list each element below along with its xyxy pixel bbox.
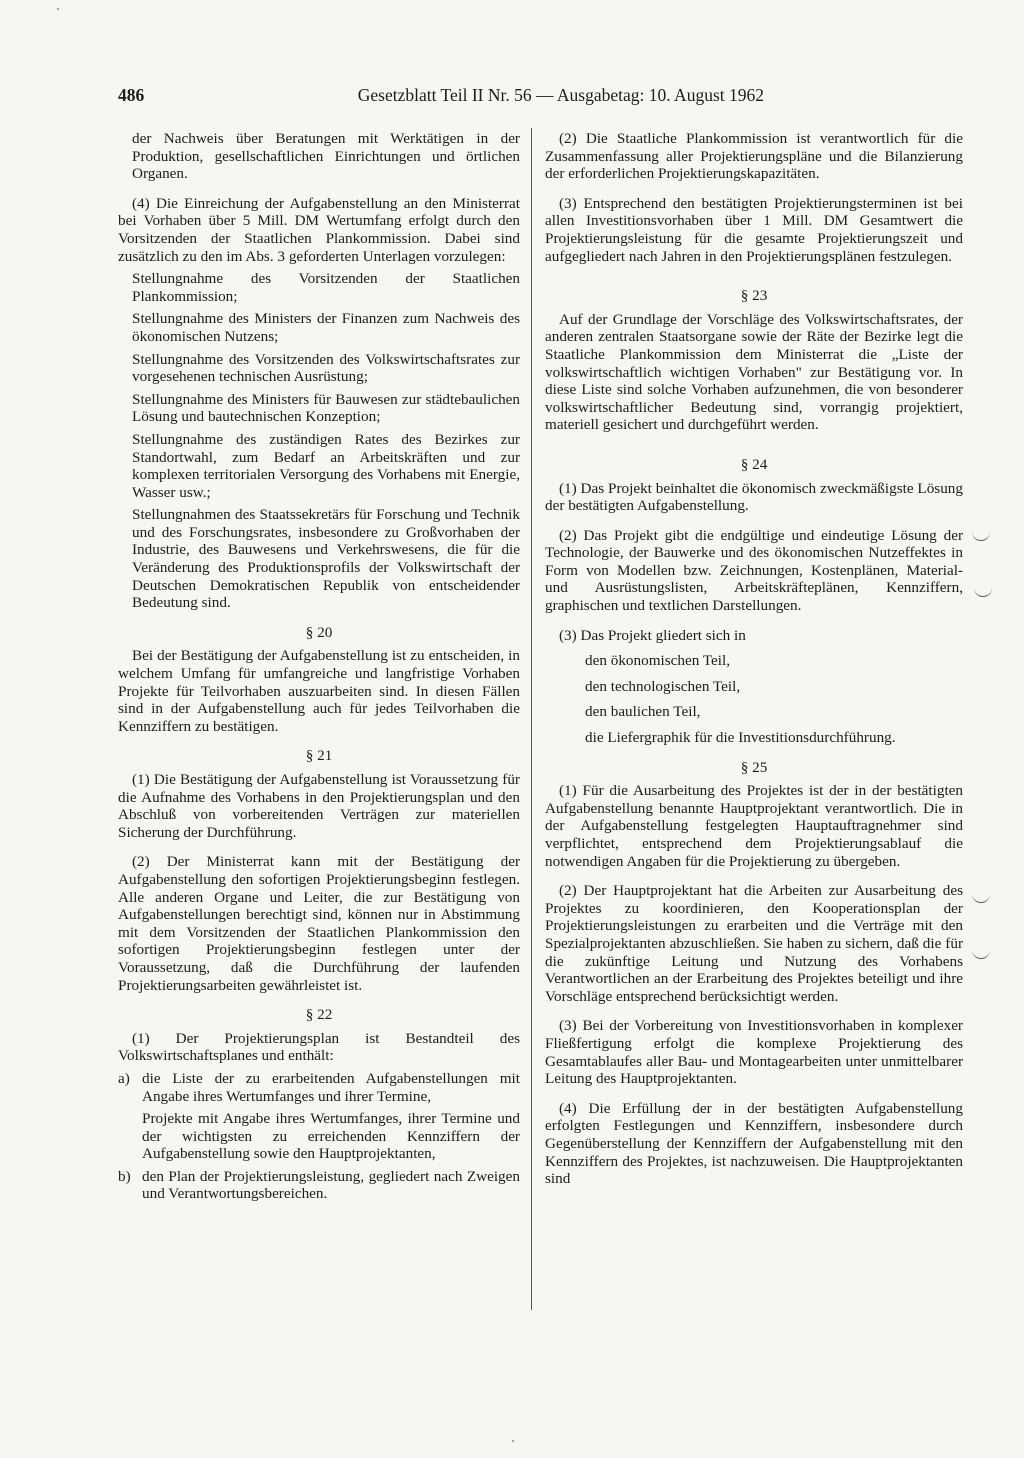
list-label: b)	[118, 1167, 131, 1185]
paragraph: (4) Die Erfüllung der in der bestätigten Aufgabenstellung erfolgten Festlegungen und Kennziffern, insbesondere durch Gegenüberstellung der Kennziffern der Aufgabenstellung mit den Kennziffern des Projektes, ist nachzuweisen. Die Hauptprojektanten sind	[545, 1099, 963, 1188]
paragraph: (3) Bei der Vorbereitung von Investitionsvorhaben in komplexer Fließfertigung erfolgt die komplexe Projektierung des Gesamtablaufes aller Bau- und Montagearbeiten unter unmittelbarer Leitung des Hauptprojektanten.	[545, 1017, 963, 1088]
paragraph: (1) Das Projekt beinhaltet die ökonomisch zweckmäßigste Lösung der bestätigten Aufgabenstellung.	[545, 479, 963, 515]
list-item-a	[118, 1070, 520, 1105]
margin-mark	[974, 588, 992, 597]
paragraph: (1) Die Bestätigung der Aufgabenstellung ist Voraussetzung für die Aufnahme des Vorhabens in den Projektierungsplan und den Abschluß von vorbereitenden Verträgen zur materiellen Sicherung der Durchführung.	[118, 771, 520, 841]
list-item: Stellungnahme des Vorsitzenden des Volkswirtschaftsrates zur vorgesehenen technischen Ausrüstung;	[132, 350, 520, 386]
paragraph: (2) Der Hauptprojektant hat die Arbeiten zur Ausarbeitung des Projektes zu koordinieren, den Kooperationsplan der Projektierungsleistungen zu erarbeiten und die Verträge mit den Spezialprojektanten abzuschließen. Sie haben zu sichern, daß die für die zukünftige Leitung und Nutzung des Vorhabens Verantwortlichen an der Erarbeitung des Projektes beteiligt und ihre Vorschläge entsprechend berücksichtigt werden.	[545, 882, 963, 1005]
paragraph: (4) Die Einreichung der Aufgabenstellung an den Ministerrat bei Vorhaben über 5 Mill. DM Wertumfang erfolgt durch den Vorsitzenden der Staatlichen Plankommission. Dabei sind zusätzlich zu den im Abs. 3 geforderten Unterlagen vorzulegen:	[118, 194, 520, 265]
paragraph: (3) Entsprechend den bestätigten Projektierungsterminen ist bei allen Investitionsvorhaben über 1 Mill. DM Gesamtwert die Projektierungsleistung für die gesamte Projektierungszeit und aufgegliedert nach Jahren in den Projektierungsplänen festzulegen.	[545, 194, 963, 265]
list-item: den ökonomischen Teil,	[585, 652, 731, 670]
section-heading: § 22	[305, 1006, 333, 1024]
list-label: a)	[118, 1069, 130, 1087]
list-item: Stellungnahme des Vorsitzenden der Staatlichen Plankommission;	[132, 270, 520, 305]
margin-mark	[972, 532, 990, 541]
column-divider	[531, 128, 532, 1310]
paragraph: (2) Der Ministerrat kann mit der Bestätigung der Aufgabenstellung den sofortigen Projektierungsbeginn festlegen. Alle anderen Organe und Leiter, die zur Bestätigung von Aufgabenstellungen berechtigt sind, können nur in Abstimmung mit dem Vorsitzenden der Staatlichen Plankommission den sofortigen Projektierungsbeginn festlegen unter der Voraussetzung, daß die Durchführung der laufenden Projektierungsarbeiten gewährleistet ist.	[118, 853, 520, 994]
scan-speck	[512, 1440, 514, 1442]
list-text: Projekte mit Angabe ihres Wertumfanges, ihrer Termine und der wichtigsten zu erreichenden Kennziffern der Aufgabenstellung sowie den Hauptprojektanten,	[142, 1110, 520, 1163]
list-item: den technologischen Teil,	[585, 677, 741, 695]
margin-mark	[972, 894, 990, 903]
document-list	[118, 270, 520, 612]
margin-mark	[972, 950, 990, 959]
list-item-b	[118, 1168, 520, 1203]
list-text: den Plan der Projektierungsleistung, gegliedert nach Zweigen und Verantwortungsbereichen.	[142, 1167, 520, 1203]
paragraph: (1) Der Projektierungsplan ist Bestandteil des Volkswirtschaftsplanes und enthält:	[118, 1029, 520, 1065]
list-item: die Liefergraphik für die Investitionsdurchführung.	[585, 729, 896, 747]
list-item: Stellungnahme des Ministers für Bauwesen zur städtebaulichen Lösung und bautechnischen Konzeption;	[132, 390, 520, 426]
list-item: den baulichen Teil,	[585, 703, 701, 721]
page-number: 486	[118, 85, 145, 105]
right-column	[545, 130, 963, 1188]
publication-title: Gesetzblatt Teil II Nr. 56 — Ausgabetag: 10. August 1962	[357, 85, 764, 105]
section-heading: § 20	[305, 623, 333, 641]
paragraph: (3) Das Projekt gliedert sich in	[559, 626, 746, 644]
list-text: die Liste der zu erarbeitenden Aufgabenstellungen mit Angabe ihres Wertumfanges und ihrer Termine,	[142, 1069, 520, 1105]
section-heading: § 25	[740, 758, 768, 776]
list-item: Stellungnahme des zuständigen Rates des Bezirkes zur Standortwahl, zum Bedarf an Arbeitskräften und zur komplexen territorialen Versorgung des Vorhabens mit Energie, Wasser usw.;	[132, 430, 520, 501]
section-heading: § 21	[305, 747, 333, 765]
paragraph: (1) Für die Ausarbeitung des Projektes ist der in der bestätigten Aufgabenstellung benannte Hauptprojektant verantwortlich. Die in der Aufgabenstellung festgelegten Hauptauftragnehmer sind verpflichtet, entsprechend dem Projektierungsablauf die notwendigen Angaben für die Projektierung zu übergeben.	[545, 782, 963, 870]
section-heading: § 24	[740, 455, 768, 473]
paragraph: Bei der Bestätigung der Aufgabenstellung ist zu entscheiden, in welchem Umfang für umfangreiche und langfristige Vorhaben Projekte für Teilvorhaben auszuarbeiten sind. In diesen Fällen sind in der Aufgabenstellung auch für jedes Teilvorhaben die Kennziffern zu bestätigen.	[118, 647, 520, 735]
paragraph: Auf der Grundlage der Vorschläge des Volkswirtschaftsrates, der anderen zentralen Staatsorgane sowie der Räte der Bezirke legt die Staatliche Plankommission dem Ministerrat die „Liste der volkswirtschaftlich wichtigen Vorhaben" zur Bestätigung vor. In diese Liste sind solche Vorhaben aufzunehmen, die von besonderer volkswirtschaftlicher Bedeutung sind, vorrangig projektiert, materiell gesichert und durchgeführt werden.	[545, 310, 963, 434]
scan-speck	[57, 8, 59, 10]
section-heading: § 23	[740, 287, 768, 305]
paragraph: (2) Das Projekt gibt die endgültige und eindeutige Lösung der Technologie, der Bauwerke und des ökonomischen Nutzeffektes in Form von Modellen bzw. Zeichnungen, Kostenplänen, Material- und Ausrüstungslisten, Arbeitskräfteplänen, Kennziffern, graphischen und textlichen Darstellungen.	[545, 526, 963, 615]
list-item: Stellungnahme des Ministers der Finanzen zum Nachweis des ökonomischen Nutzens;	[132, 310, 520, 345]
paragraph: (2) Die Staatliche Plankommission ist verantwortlich für die Zusammenfassung aller Projektierungspläne und die Bilanzierung der erforderlichen Projektierungskapazitäten.	[545, 130, 963, 183]
left-column	[118, 130, 520, 1203]
paragraph: der Nachweis über Beratungen mit Werktätigen in der Produktion, gesellschaftlichen Einrichtungen und örtlichen Organen.	[132, 130, 520, 183]
list-item: Stellungnahmen des Staatssekretärs für Forschung und Technik und des Forschungsrates, insbesondere zu Großvorhaben der Industrie, des Bauwesens und Verkehrswesens, die für die Veränderung des Produktionsprofils der Volkswirtschaft der Deutschen Demokratischen Republik von entscheidender Bedeutung sind.	[132, 506, 520, 612]
